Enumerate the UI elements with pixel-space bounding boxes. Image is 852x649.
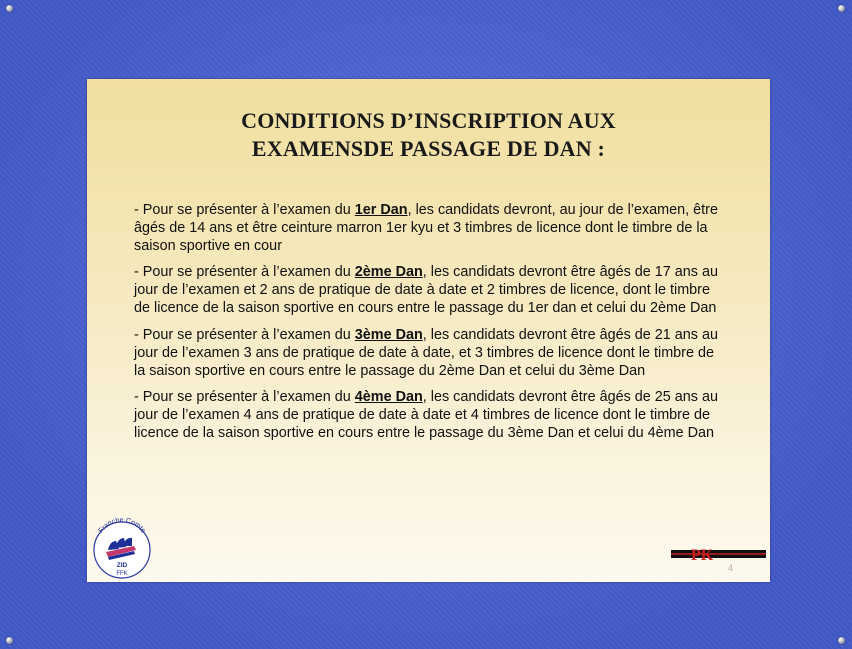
slide [87,79,770,582]
slide-title-line-2: EXAMENSDE PASSAGE DE DAN : [251,136,606,161]
slide-body [134,201,724,450]
paragraph-1er-dan [134,201,724,255]
dan-grade-label: 1er Dan [354,202,408,218]
dan-grade-label: 3ème Dan [354,326,423,343]
paragraph-3eme-dan [134,326,724,380]
paragraph-4eme-dan [134,388,724,442]
paragraph-text: , les candidats devront être âgés de 17 ans au jour de l’examen et 2 ans de pratique de date à date et 2 timbres de licence, dont le timbre de licence de la saison sportive en cours entre le passage du 1er dan et celui du 2ème Dan [134,264,718,317]
dan-grade-label: 4ème Dan [354,388,423,405]
page-number: 4 [728,563,734,573]
paragraph-intro: - Pour se présenter à l’examen du [134,264,355,281]
paragraph-text: , les candidats devront, au jour de l’examen, être âgés de 14 ans et être ceinture marron 1er kyu et 3 timbres de licence dont le timbre de la saison sportive en cour [134,202,718,255]
paragraph-text: , les candidats devront être âgés de 25 ans au jour de l’examen 4 ans de pratique de date à date et 4 timbres de licence dont le timbre de licence de la saison sportive en cours entre le passage du 3ème Dan et celui du 4ème Dan [134,388,718,442]
corner-rivet-top-right [838,5,845,12]
slide-title-line-1: CONDITIONS D’INSCRIPTION AUX [241,108,616,133]
corner-rivet-top-left [6,5,13,12]
paragraph-intro: - Pour se présenter à l’examen du [134,326,355,343]
paragraph-intro: - Pour se présenter à l’examen du [134,202,355,218]
paragraph-text: , les candidats devront être âgés de 21 ans au jour de l’examen 3 ans de pratique de date à date, et 3 timbres de licence dont le timbre de la saison sportive en cours entre le passage du 2ème Dan et celui du 3ème Dan [134,326,718,379]
logo-ffk-text: FFK [116,571,128,577]
pk-mark-text: PK [691,547,714,564]
slide-title [87,107,770,163]
paragraph-intro: - Pour se présenter à l’examen du [134,388,355,405]
corner-rivet-bottom-right [838,637,845,644]
paragraph-2eme-dan [134,263,724,317]
corner-rivet-bottom-left [6,637,13,644]
logo-zid-text: ZID [116,562,128,569]
pk-brand-mark [671,544,766,566]
zid-ffk-logo [90,516,154,580]
dan-grade-label: 2ème Dan [354,264,423,281]
logo-arc-text: Franche Comte [97,516,147,535]
